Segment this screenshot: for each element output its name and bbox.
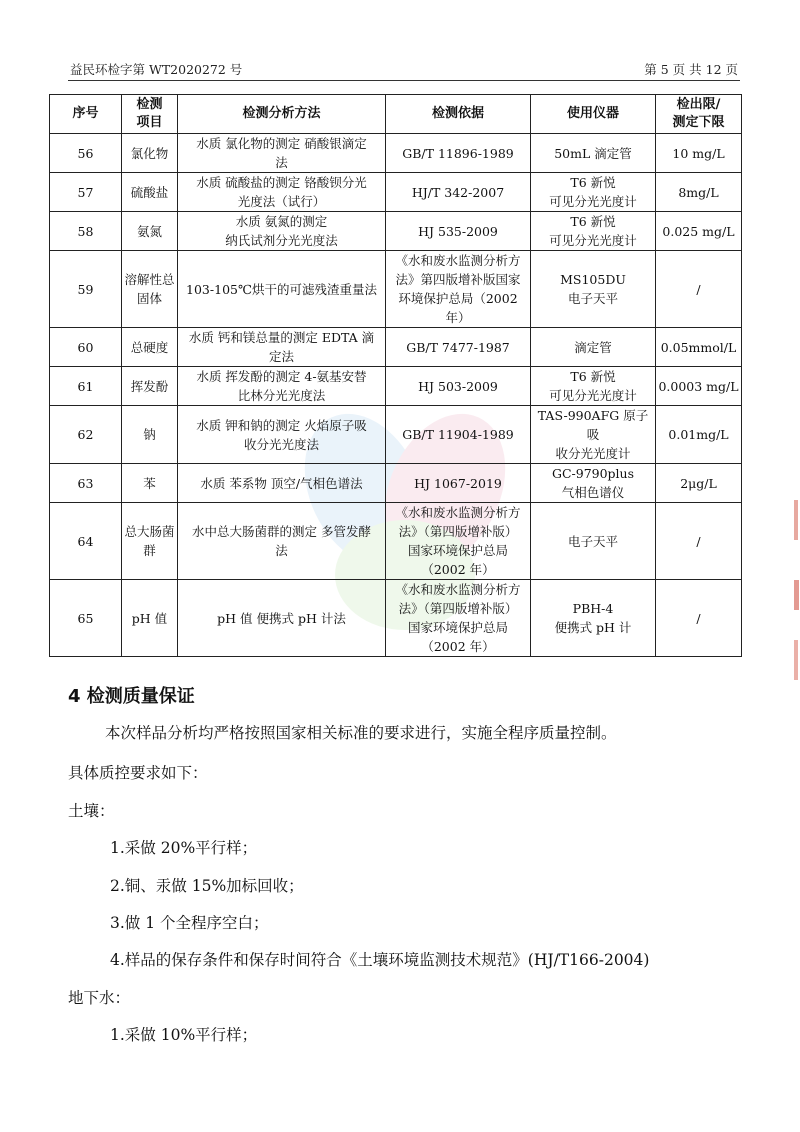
test-item: 氨氮: [122, 212, 178, 251]
instrument: T6 新悦 可见分光光度计: [531, 212, 656, 251]
row-number: 60: [50, 328, 122, 367]
row-number: 62: [50, 406, 122, 464]
analysis-method: 水质 氨氮的测定 纳氏试剂分光光度法: [178, 212, 386, 251]
test-item: 钠: [122, 406, 178, 464]
table-row: [50, 251, 742, 328]
soil-label: 土壤：: [68, 802, 115, 820]
col-instrument-header: 使用仪器: [531, 95, 656, 134]
section-heading: 4 检测质量保证: [68, 686, 195, 707]
table-row: [50, 134, 742, 173]
test-methods-table: [49, 94, 742, 657]
page-number: 第 5 页 共 12 页: [644, 62, 738, 77]
test-basis: 《水和废水监测分析方 法》（第四版增补版） 国家环境保护总局 （2002 年）: [386, 503, 531, 580]
row-number: 57: [50, 173, 122, 212]
row-number: 65: [50, 580, 122, 657]
analysis-method: 水质 硫酸盐的测定 铬酸钡分光 光度法（试行）: [178, 173, 386, 212]
test-item: 溶解性总 固体: [122, 251, 178, 328]
groundwater-item: 1.采做 10%平行样；: [110, 1026, 258, 1044]
detection-limit: 0.01mg/L: [656, 406, 742, 464]
table-row: [50, 503, 742, 580]
col-no-header: 序号: [50, 95, 122, 134]
test-basis: 《水和废水监测分析方 法》（第四版增补版） 国家环境保护总局 （2002 年）: [386, 580, 531, 657]
table-header-row: [50, 95, 742, 134]
test-item: 总大肠菌 群: [122, 503, 178, 580]
test-item: 总硬度: [122, 328, 178, 367]
detection-limit: 0.05mmol/L: [656, 328, 742, 367]
analysis-method: 水质 氯化物的测定 硝酸银滴定 法: [178, 134, 386, 173]
instrument: T6 新悦 可见分光光度计: [531, 367, 656, 406]
col-method-header: 检测分析方法: [178, 95, 386, 134]
table-row: [50, 367, 742, 406]
analysis-method: 103-105℃烘干的可滤残渣重量法: [178, 251, 386, 328]
instrument: TAS-990AFG 原子吸 收分光光度计: [531, 406, 656, 464]
test-item: pH 值: [122, 580, 178, 657]
table-row: [50, 406, 742, 464]
test-item: 挥发酚: [122, 367, 178, 406]
test-basis: GB/T 7477-1987: [386, 328, 531, 367]
table-row: [50, 173, 742, 212]
row-number: 64: [50, 503, 122, 580]
detection-limit: 8mg/L: [656, 173, 742, 212]
instrument: MS105DU 电子天平: [531, 251, 656, 328]
detection-limit: 0.0003 mg/L: [656, 367, 742, 406]
test-item: 硫酸盐: [122, 173, 178, 212]
col-basis-header: 检测依据: [386, 95, 531, 134]
instrument: PBH-4 便携式 pH 计: [531, 580, 656, 657]
instrument: T6 新悦 可见分光光度计: [531, 173, 656, 212]
detection-limit: 2μg/L: [656, 464, 742, 503]
col-limit-header: 检出限/ 测定下限: [656, 95, 742, 134]
instrument: 滴定管: [531, 328, 656, 367]
col-item-header: 检测 项目: [122, 95, 178, 134]
test-basis: HJ 503-2009: [386, 367, 531, 406]
table-row: [50, 328, 742, 367]
test-item: 苯: [122, 464, 178, 503]
table-row: [50, 580, 742, 657]
analysis-method: 水中总大肠菌群的测定 多管发酵 法: [178, 503, 386, 580]
test-basis: GB/T 11904-1989: [386, 406, 531, 464]
soil-item: 1.采做 20%平行样；: [110, 839, 258, 857]
analysis-method: 水质 钾和钠的测定 火焰原子吸 收分光光度法: [178, 406, 386, 464]
test-basis: HJ 1067-2019: [386, 464, 531, 503]
detection-limit: 0.025 mg/L: [656, 212, 742, 251]
groundwater-label: 地下水：: [68, 989, 131, 1007]
intro-continuation: 具体质控要求如下：: [68, 764, 208, 782]
page-header: [68, 58, 740, 81]
instrument: 50mL 滴定管: [531, 134, 656, 173]
soil-item: 3.做 1 个全程序空白；: [110, 914, 269, 932]
detection-limit: /: [656, 251, 742, 328]
intro-paragraph: 本次样品分析均严格按照国家相关标准的要求进行，实施全程序质量控制。: [105, 724, 617, 742]
table-body: [50, 134, 742, 657]
row-number: 63: [50, 464, 122, 503]
analysis-method: 水质 钙和镁总量的测定 EDTA 滴 定法: [178, 328, 386, 367]
soil-item: 2.铜、汞做 15%加标回收；: [110, 877, 304, 895]
detection-limit: /: [656, 580, 742, 657]
test-basis: HJ/T 342-2007: [386, 173, 531, 212]
row-number: 58: [50, 212, 122, 251]
table-row: [50, 212, 742, 251]
detection-limit: /: [656, 503, 742, 580]
report-number: 益民环检字第 WT2020272 号: [70, 62, 243, 77]
test-basis: 《水和废水监测分析方 法》第四版增补版国家 环境保护总局（2002 年）: [386, 251, 531, 328]
analysis-method: 水质 挥发酚的测定 4-氨基安替 比林分光光度法: [178, 367, 386, 406]
soil-item: 4.样品的保存条件和保存时间符合《土壤环境监测技术规范》(HJ/T166-2004): [110, 951, 650, 969]
analysis-method: pH 值 便携式 pH 计法: [178, 580, 386, 657]
row-number: 56: [50, 134, 122, 173]
test-basis: HJ 535-2009: [386, 212, 531, 251]
analysis-method: 水质 苯系物 顶空/气相色谱法: [178, 464, 386, 503]
detection-limit: 10 mg/L: [656, 134, 742, 173]
row-number: 61: [50, 367, 122, 406]
test-item: 氯化物: [122, 134, 178, 173]
row-number: 59: [50, 251, 122, 328]
edge-stamp-fragment: [794, 480, 800, 700]
instrument: 电子天平: [531, 503, 656, 580]
test-basis: GB/T 11896-1989: [386, 134, 531, 173]
instrument: GC-9790plus 气相色谱仪: [531, 464, 656, 503]
table-row: [50, 464, 742, 503]
